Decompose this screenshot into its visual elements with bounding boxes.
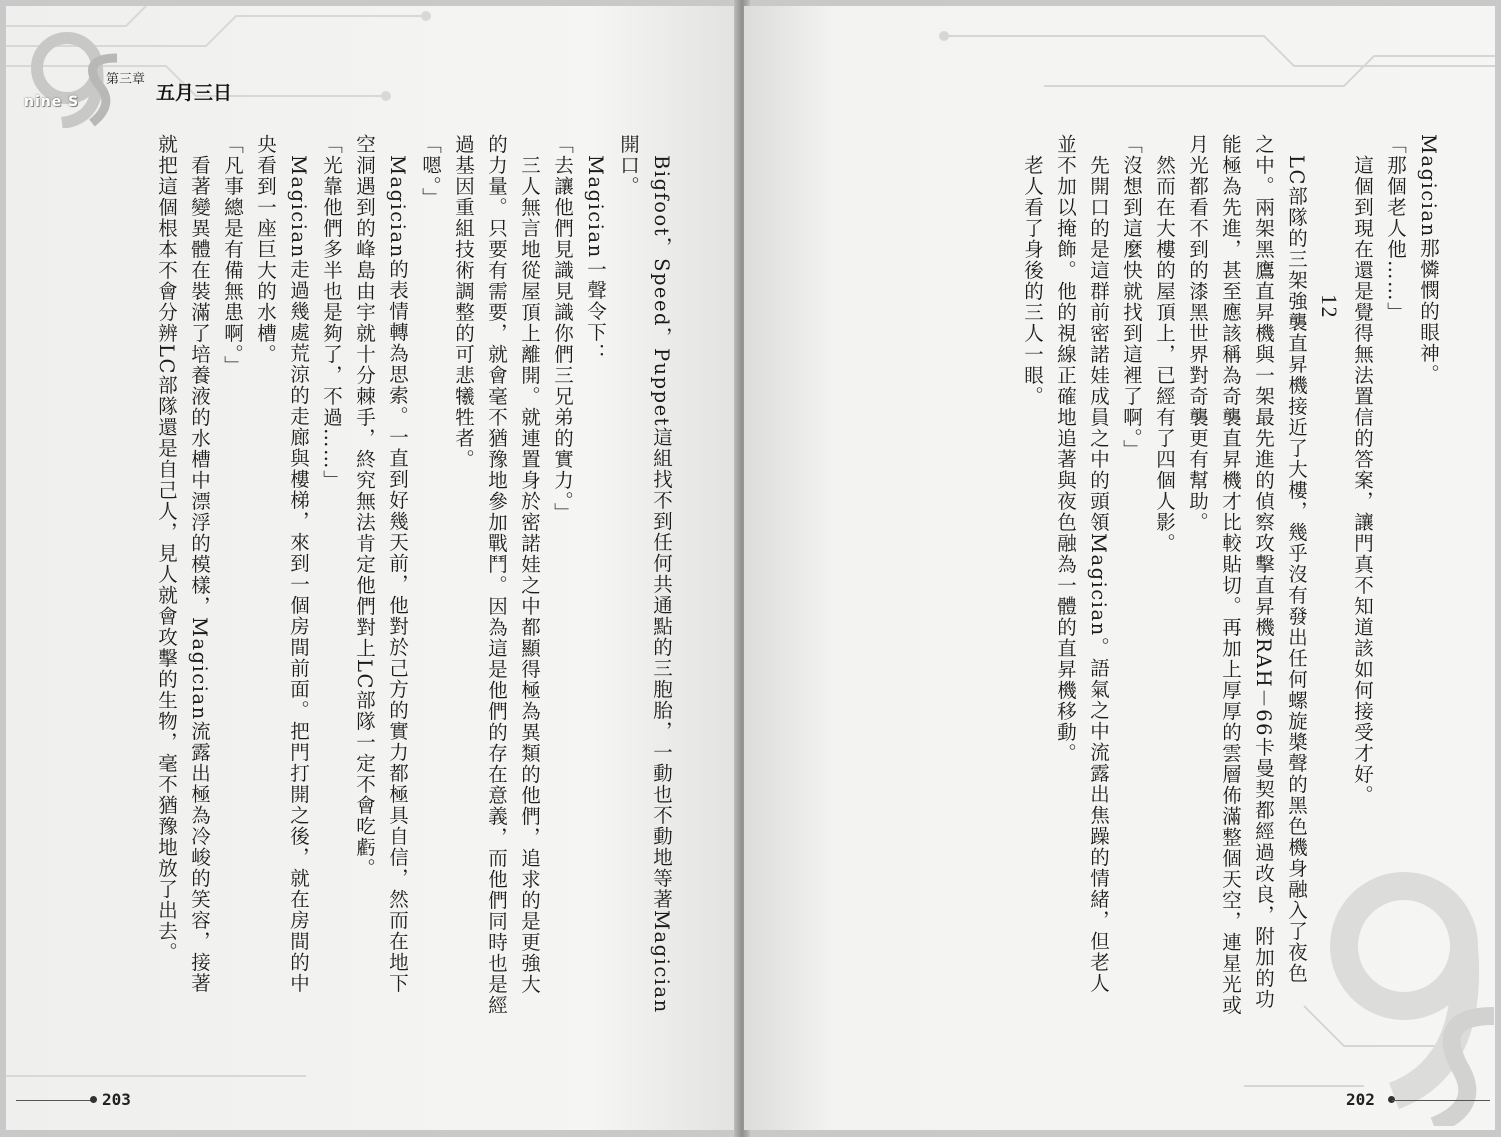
dialogue: 「光靠他們多半也是夠了，不過……」 <box>320 134 343 491</box>
paragraph: Magician那憐憫的眼神。 <box>1417 134 1440 385</box>
left-page <box>6 6 740 1130</box>
page-number-rule <box>1392 1100 1490 1101</box>
dialogue: 「嗯。」 <box>419 134 442 209</box>
page-number-dot <box>90 1096 97 1103</box>
paragraph: 之中。兩架黑鷹直昇機與一架最先進的偵察攻擊直昇機RAH－66卡曼契都經過改良，附加的功 <box>1252 134 1275 1011</box>
paragraph: 過基因重組技術調整的可悲犧牲者。 <box>452 134 475 470</box>
paragraph: 看著變異體在裝滿了培養液的水槽中漂浮的模樣，Magician流露出極為冷峻的笑容，接著 <box>188 155 211 995</box>
paragraph: 開口。 <box>617 134 640 197</box>
paragraph: 這個到現在還是覺得無法置信的答案，讓門真不知道該如何接受才好。 <box>1351 155 1374 807</box>
paragraph: 的力量。只要有需要，就會毫不猶豫地參加戰鬥。因為這是他們的存在意義，而他們同時也是經 <box>485 134 508 1016</box>
paragraph: Magician一聲令下： <box>584 155 607 365</box>
paragraph: 能極為先進，甚至應該稱為奇襲直昇機才比較貼切。再加上厚厚的雲層佈滿整個天空，連星光或 <box>1219 134 1242 1016</box>
paragraph: 就把這個根本不會分辨LC部隊還是自己人，見人就會攻擊的生物，毫不猶豫地放了出去。 <box>155 134 178 963</box>
dialogue: 「沒想到這麼快就找到這裡了啊。」 <box>1120 134 1143 461</box>
paragraph: 央看到一座巨大的水槽。 <box>254 134 277 365</box>
logo-text: nine S <box>24 94 80 110</box>
paragraph: 老人看了身後的三人一眼。 <box>1021 155 1044 408</box>
page-number: 203 <box>102 1090 131 1109</box>
paragraph: Bigfoot，Speed，Puppet這組找不到任何共通點的三胞胎，一動也不動地等著Magician <box>650 155 673 1015</box>
paragraph: 三人無言地從屋頂上離開。就連置身於密諾娃之中都顯得極為異類的他們，追求的是更強大 <box>518 155 541 996</box>
left-page-body <box>78 134 678 1024</box>
paragraph: 然而在大樓的屋頂上，已經有了四個人影。 <box>1153 155 1176 555</box>
right-page-body <box>765 134 1445 1024</box>
paragraph: Magician的表情轉為思索。一直到好幾天前，他對於己方的實力都極具自信，然而在地下 <box>386 155 409 995</box>
paragraph: 空洞遇到的峰島由宇就十分棘手，終究無法肯定他們對上LC部隊一定不會吃虧。 <box>353 134 376 879</box>
section-number: 12 <box>1317 294 1342 319</box>
paragraph: 並不加以掩飾。他的視線正確地追著與夜色融為一體的直昇機移動。 <box>1054 134 1077 764</box>
paragraph: 月光都看不到的漆黑世界對奇襲更有幫助。 <box>1186 134 1209 533</box>
right-page <box>744 6 1495 1130</box>
chapter-title: 五月三日 <box>156 82 233 104</box>
dialogue: 「凡事總是有備無患啊。」 <box>221 134 244 377</box>
page-number-rule <box>16 1100 96 1101</box>
dialogue: 「那個老人他……」 <box>1384 134 1407 323</box>
dialogue: 「去讓他們見識見識你們三兄弟的實力。」 <box>551 134 574 524</box>
paragraph: LC部隊的三架強襲直昇機接近了大樓，幾乎沒有發出任何螺旋槳聲的黑色機身融入了夜色 <box>1285 155 1308 985</box>
chapter-label: 第三章 <box>106 72 146 87</box>
paragraph: 先開口的是這群前密諾娃成員之中的頭領Magician。語氣之中流露出焦躁的情緒，但老人 <box>1087 155 1110 995</box>
paragraph: Magician走過幾處荒涼的走廊與樓梯，來到一個房間前面。把門打開之後，就在房間的中 <box>287 155 310 995</box>
page-number: 202 <box>1346 1090 1375 1109</box>
